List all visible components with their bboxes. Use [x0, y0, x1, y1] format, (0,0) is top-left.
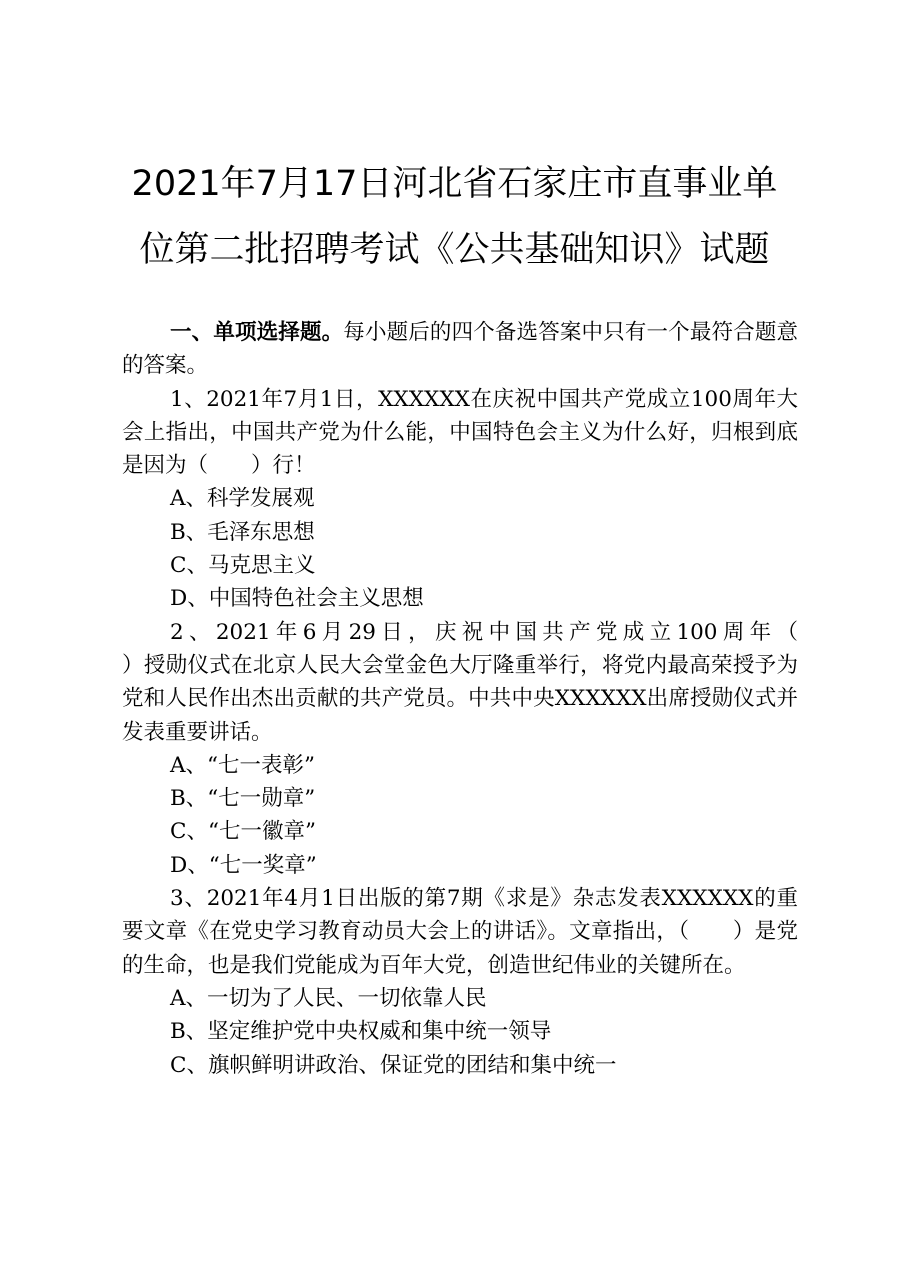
section-heading [122, 316, 798, 383]
question-2-option-d: D、“七一奖章” [170, 852, 317, 878]
question-3-option-a: A、一切为了人民、一切依靠人民 [170, 985, 487, 1011]
question-2-option-b: B、“七一勋章” [170, 786, 316, 812]
question-1-stem: 1、2021年7月1日，XXXXXX在庆祝中国共产党成立100周年大会上指出，中国共产党为什么能，中国特色会主义为什么好，归根到底是因为（ ）行！ [122, 386, 798, 479]
question-1-option-d: D、中国特色社会主义思想 [170, 586, 424, 612]
question-2-stem-rest: ）授勋仪式在北京人民大会堂金色大厅隆重举行，将党内最高荣授予为党和人民作出杰出贡献的共产党员。中共中央XXXXXX出席授勋仪式并发表重要讲话。 [122, 652, 798, 745]
question-1-option-a: A、科学发展观 [170, 486, 315, 512]
question-2-stem-first-line: 2、2021年6月29日，庆祝中国共产党成立100周年（ [170, 619, 798, 645]
question-3-option-c: C、旗帜鲜明讲政治、保证党的团结和集中统一 [170, 1052, 617, 1078]
question-1-option-c: C、马克思主义 [170, 553, 316, 579]
document-title-line-2: 位第二批招聘考试《公共基础知识》试题 [139, 230, 770, 270]
question-2-option-c: C、“七一徽章” [170, 819, 316, 845]
question-3-option-b: B、坚定维护党中央权威和集中统一领导 [170, 1019, 552, 1045]
document-title-line-1: 2021年7月17日河北省石家庄市直事业单 [131, 164, 778, 204]
document-body [122, 316, 798, 1082]
question-1-option-b: B、毛泽东思想 [170, 519, 315, 545]
question-3-stem: 3、2021年4月1日出版的第7期《求是》杂志发表XXXXXX的重要文章《在党史学习教育动员大会上的讲话》。文章指出，（ ）是党的生命，也是我们党能成为百年大党，创造世纪伟业的关键所在。 [122, 886, 798, 978]
section-label: 一、单项选择题。 [170, 320, 344, 345]
section-instruction: 每小题后的四个备选答案中只有一个最符合题意的答案。 [122, 320, 798, 379]
question-2-option-a: A、“七一表彰” [170, 752, 316, 778]
